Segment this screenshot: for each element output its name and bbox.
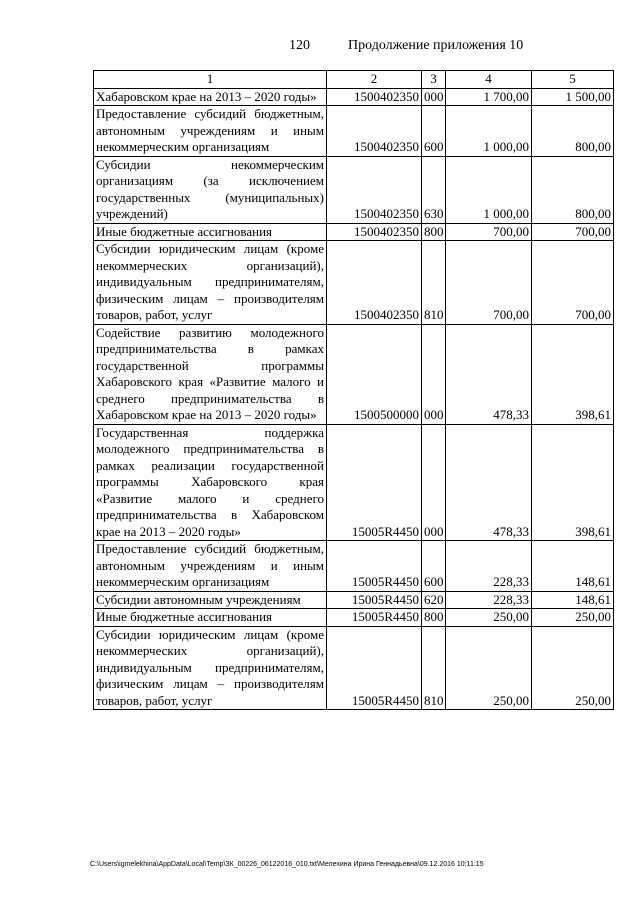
table-row: [94, 591, 614, 609]
row-vr-cell: 000: [422, 324, 446, 424]
table-row: [94, 609, 614, 627]
table-row: [94, 241, 614, 325]
row-code-cell: 1500402350: [327, 106, 422, 157]
row-name-cell: Предоставление субсидий бюджетным, автономным учреждениям и иным некоммерческим организациям: [94, 106, 327, 157]
row-sum-2018-cell: 398,61: [532, 424, 614, 541]
table-header-row: [94, 71, 614, 89]
column-header: 1: [94, 71, 327, 89]
row-sum-2017-cell: 700,00: [446, 223, 532, 241]
row-sum-2018-cell: 398,61: [532, 324, 614, 424]
row-sum-2017-cell: 1 000,00: [446, 106, 532, 157]
row-code-cell: 1500402350: [327, 241, 422, 325]
row-name-cell: Субсидии юридическим лицам (кроме некоммерческих организаций), индивидуальным предпринимателям, физическим лицам – производителям товаров, работ, услуг: [94, 241, 327, 325]
row-vr-cell: 630: [422, 156, 446, 223]
row-sum-2017-cell: 478,33: [446, 424, 532, 541]
table-row: [94, 324, 614, 424]
row-code-cell: 1500402350: [327, 156, 422, 223]
column-header: 4: [446, 71, 532, 89]
row-name-cell: Субсидии юридическим лицам (кроме некоммерческих организаций), индивидуальным предпринимателям, физическим лицам – производителям товаров, работ, услуг: [94, 626, 327, 710]
row-vr-cell: 600: [422, 106, 446, 157]
table-row: [94, 424, 614, 541]
row-name-cell: Содействие развитию молодежного предпринимательства в рамках государственной программы Хабаровского края «Развитие малого и среднего предпринимательства в Хабаровском крае на 2013 – 2020 годы»: [94, 324, 327, 424]
row-sum-2018-cell: 148,61: [532, 541, 614, 592]
row-name-cell: Субсидии автономным учреждениям: [94, 591, 327, 609]
table-row: [94, 156, 614, 223]
row-vr-cell: 000: [422, 88, 446, 106]
row-sum-2018-cell: 800,00: [532, 106, 614, 157]
row-sum-2017-cell: 250,00: [446, 609, 532, 627]
row-vr-cell: 620: [422, 591, 446, 609]
table-row: [94, 88, 614, 106]
row-vr-cell: 810: [422, 626, 446, 710]
row-sum-2017-cell: 1 000,00: [446, 156, 532, 223]
row-vr-cell: 600: [422, 541, 446, 592]
row-sum-2018-cell: 148,61: [532, 591, 614, 609]
row-sum-2017-cell: 1 700,00: [446, 88, 532, 106]
table-row: [94, 626, 614, 710]
row-sum-2018-cell: 250,00: [532, 609, 614, 627]
row-code-cell: 1500402350: [327, 223, 422, 241]
row-name-cell: Субсидии некоммерческим организациям (за исключением государственных (муниципальных) учреждений): [94, 156, 327, 223]
row-vr-cell: 800: [422, 609, 446, 627]
row-code-cell: 15005R4450: [327, 591, 422, 609]
column-header: 2: [327, 71, 422, 89]
row-sum-2018-cell: 700,00: [532, 241, 614, 325]
row-code-cell: 15005R4450: [327, 609, 422, 627]
table-row: [94, 223, 614, 241]
table-row: [94, 541, 614, 592]
row-code-cell: 1500402350: [327, 88, 422, 106]
column-header: 3: [422, 71, 446, 89]
row-code-cell: 15005R4450: [327, 424, 422, 541]
row-code-cell: 1500500000: [327, 324, 422, 424]
column-header: 5: [532, 71, 614, 89]
row-code-cell: 15005R4450: [327, 626, 422, 710]
row-vr-cell: 800: [422, 223, 446, 241]
row-name-cell: Иные бюджетные ассигнования: [94, 609, 327, 627]
budget-table: [93, 70, 614, 710]
row-name-cell: Предоставление субсидий бюджетным, автономным учреждениям и иным некоммерческим организациям: [94, 541, 327, 592]
footer-path: C:\Users\igmelekhina\AppData\Local\Temp\ЗК_00226_06122016_010.txt\Мелехина Ирина Геннадьевна\09.12.2016 10:11:15: [90, 861, 484, 868]
page-title: Продолжение приложения 10: [348, 38, 524, 53]
row-name-cell: Хабаровском крае на 2013 – 2020 годы»: [94, 88, 327, 106]
row-vr-cell: 000: [422, 424, 446, 541]
row-name-cell: Государственная поддержка молодежного предпринимательства в рамках реализации государственной программы Хабаровского края «Развитие малого и среднего предпринимательства в Хабаровском крае на 2013 – 2020 годы»: [94, 424, 327, 541]
row-sum-2018-cell: 700,00: [532, 223, 614, 241]
page-number: 120: [289, 38, 310, 53]
row-sum-2018-cell: 1 500,00: [532, 88, 614, 106]
row-sum-2017-cell: 228,33: [446, 541, 532, 592]
row-sum-2018-cell: 250,00: [532, 626, 614, 710]
table-row: [94, 106, 614, 157]
row-code-cell: 15005R4450: [327, 541, 422, 592]
row-sum-2018-cell: 800,00: [532, 156, 614, 223]
row-sum-2017-cell: 478,33: [446, 324, 532, 424]
row-sum-2017-cell: 228,33: [446, 591, 532, 609]
row-sum-2017-cell: 700,00: [446, 241, 532, 325]
row-sum-2017-cell: 250,00: [446, 626, 532, 710]
row-vr-cell: 810: [422, 241, 446, 325]
row-name-cell: Иные бюджетные ассигнования: [94, 223, 327, 241]
